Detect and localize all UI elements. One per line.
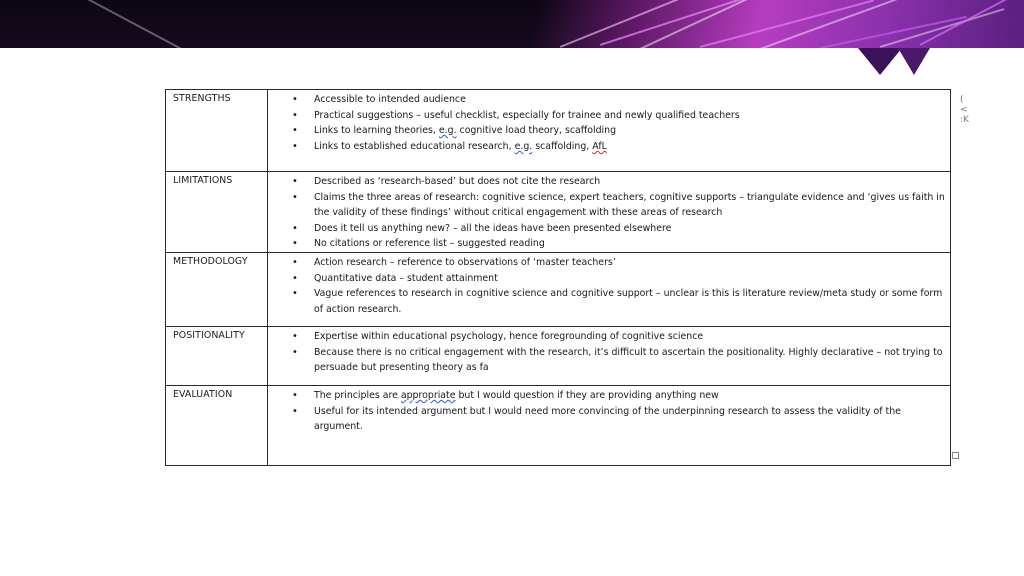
table-row-limitations [166,172,951,253]
list-item-text: but I would question if they are providing anything new [455,390,719,401]
list-item [268,139,946,155]
table-row-strengths [166,90,951,172]
list-item [268,221,946,237]
list-item-text: No citations or reference list – suggested reading [314,238,545,250]
row-label: LIMITATIONS [166,172,268,253]
edge-glyph: :K [960,115,969,125]
row-content[interactable] [268,90,951,172]
list-item-text: Expertise within educational psychology, hence foregrounding of cognitive science [314,331,704,342]
list-item-text: The principles are [314,390,401,401]
list-item [268,255,946,271]
row-label: POSITIONALITY [166,327,268,386]
edge-glyph: ( [960,95,964,105]
table-resize-handle[interactable] [952,452,959,459]
list-item-text: Claims the three areas of research: cognitive science, expert teachers, cognitive supports – triangulate evidence and ‘gives us faith in the validity of these findings’ without critical engagement with these areas of research [314,191,945,219]
edge-glyphs [960,95,969,125]
edge-glyph: < [960,105,968,115]
list-item-text: Because there is no critical engagement with the research, it’s difficult to ascertain the positionality. Highly declarative – not trying to persuade but presenting theory as fa [314,346,943,374]
list-item [268,92,946,108]
row-content[interactable] [268,253,951,327]
list-item [268,236,946,252]
list-item [268,271,946,287]
bullet-list [268,174,946,252]
table-row-positionality [166,327,951,386]
list-item-text: cognitive load theory, scaffolding [456,125,617,137]
list-item-text: Described as ‘research-based’ but does not cite the research [314,176,601,187]
list-item-text: Vague references to research in cognitive science and cognitive support – unclear is this is literature review/meta study or some form of action research. [314,288,943,315]
spellcheck-word[interactable]: appropriate [400,390,456,401]
bullet-list [268,92,946,154]
bullet-list [268,329,946,376]
list-item-text: Quantitative data – student attainment [314,272,498,284]
list-item-text: Links to learning theories, [314,125,439,137]
row-label: STRENGTHS [166,90,268,172]
list-item [268,286,946,317]
evaluation-table[interactable] [165,89,951,466]
list-item-text: Action research – reference to observations of ‘master teachers’ [314,257,616,268]
list-item [268,345,946,376]
list-item [268,123,946,139]
list-item [268,190,946,221]
row-content[interactable] [268,386,951,466]
table-row-evaluation [166,386,951,466]
list-item-text: Does it tell us anything new? – all the ideas have been presented elsewhere [314,222,672,234]
banner-notch [858,48,902,75]
row-content[interactable] [268,172,951,253]
header-banner [0,0,1024,48]
row-label: EVALUATION [166,386,268,466]
table-row-methodology [166,253,951,327]
spellcheck-word[interactable]: e.g. [438,125,457,137]
spellcheck-word[interactable]: e.g. [514,140,533,152]
list-item [268,329,946,345]
list-item-text: Links to established educational research, [314,140,515,152]
list-item-text: scaffolding, [532,140,593,152]
row-content[interactable] [268,327,951,386]
list-item [268,404,946,435]
banner-notch-secondary [898,48,930,75]
list-item [268,388,946,404]
bullet-list [268,388,946,435]
list-item-text: Useful for its intended argument but I would need more convincing of the underpinning research to assess the validity of the argument. [314,405,901,433]
spellcheck-word[interactable]: AfL [592,140,607,152]
list-item [268,108,946,124]
bullet-list [268,255,946,317]
list-item-text: Practical suggestions – useful checklist, especially for trainee and newly qualified teachers [314,109,740,121]
row-label: METHODOLOGY [166,253,268,327]
list-item [268,174,946,190]
list-item-text: Accessible to intended audience [314,94,466,105]
